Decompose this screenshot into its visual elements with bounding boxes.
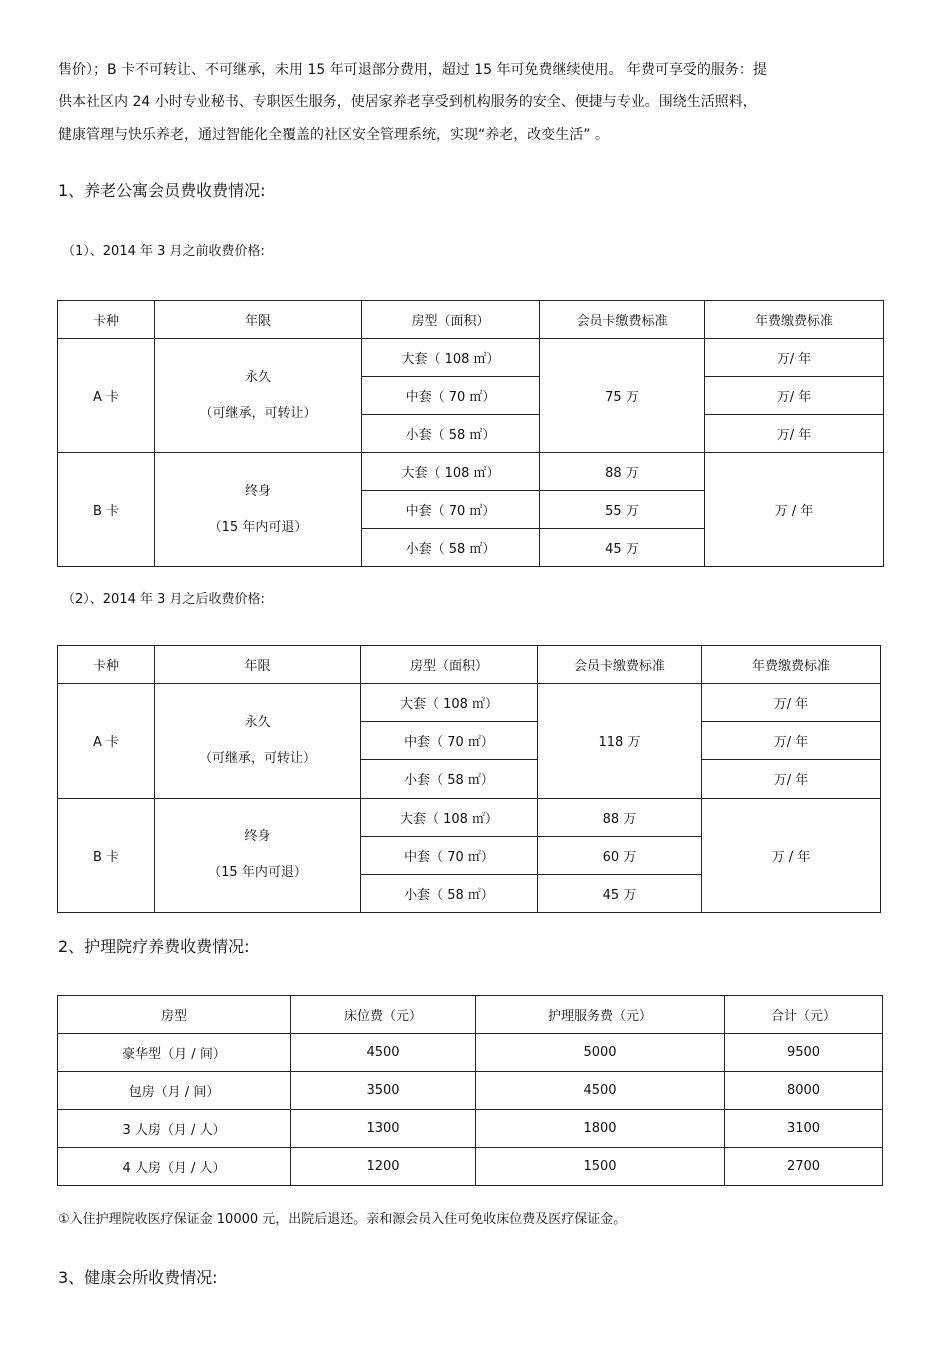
membership-table-after	[57, 645, 881, 913]
total-cell: 2700	[725, 1148, 883, 1186]
annual-fee-cell: 万/ 年	[705, 339, 884, 377]
card-fee-cell: 88 万	[538, 798, 702, 836]
section1-title: 1、养老公寓会员费收费情况:	[58, 181, 266, 200]
header-card-type: 卡种	[58, 646, 155, 684]
intro-line-1: 售价）；B 卡不可转让、不可继承，未用 15 年可退部分费用，超过 15 年可免费继续使用。 年费可享受的服务：提	[58, 62, 767, 78]
card-fee-cell: 60 万	[538, 836, 702, 874]
table-row	[58, 1148, 883, 1186]
card-a-fee: 75 万	[540, 339, 705, 453]
header-annual-fee: 年费缴费标准	[702, 646, 881, 684]
bed-fee-cell: 1300	[291, 1110, 476, 1148]
total-cell: 3100	[725, 1110, 883, 1148]
header-annual-fee: 年费缴费标准	[705, 301, 884, 339]
card-fee-cell: 55 万	[540, 491, 705, 529]
header-card-fee: 会员卡缴费标准	[538, 646, 702, 684]
room-cell: 中套（ 70 ㎡）	[361, 836, 538, 874]
table-row	[58, 1072, 883, 1110]
header-care-fee: 护理服务费（元）	[476, 996, 725, 1034]
total-cell: 8000	[725, 1072, 883, 1110]
membership-table-before	[57, 300, 884, 567]
section2-title: 2、护理院疗养费收费情况:	[58, 937, 250, 956]
room-cell: 中套（ 70 ㎡）	[362, 491, 540, 529]
annual-fee-cell: 万/ 年	[702, 684, 881, 722]
room-type-cell: 包房（月 / 间）	[58, 1072, 291, 1110]
header-bed-fee: 床位费（元）	[291, 996, 476, 1034]
card-a-term-note: （可继承，可转让）	[198, 750, 316, 766]
bed-fee-cell: 3500	[291, 1072, 476, 1110]
room-cell: 大套（ 108 ㎡）	[362, 453, 540, 491]
bed-fee-cell: 4500	[291, 1034, 476, 1072]
room-cell: 中套（ 70 ㎡）	[361, 722, 538, 760]
room-cell: 小套（ 58 ㎡）	[362, 415, 540, 453]
intro-line-3: 健康管理与快乐养老，通过智能化全覆盖的社区安全管理系统，实现“养老，改变生活” 。	[58, 127, 609, 143]
card-b-term-note: （15 年内可退）	[208, 519, 308, 535]
nursing-fee-table	[57, 995, 883, 1186]
room-cell: 大套（ 108 ㎡）	[361, 684, 538, 722]
annual-fee-cell: 万/ 年	[702, 722, 881, 760]
card-a-fee: 118 万	[538, 684, 702, 798]
annual-fee-cell: 万/ 年	[702, 760, 881, 798]
room-type-cell: 4 人房（月 / 人）	[58, 1148, 291, 1186]
card-a-term-note: （可继承，可转让）	[199, 405, 317, 421]
card-b-term-note: （15 年内可退）	[208, 865, 307, 881]
card-fee-cell: 45 万	[540, 529, 705, 567]
section1-sub1: （1）、2014 年 3 月之前收费价格:	[62, 244, 265, 259]
card-fee-cell: 88 万	[540, 453, 705, 491]
room-type-cell: 3 人房（月 / 人）	[58, 1110, 291, 1148]
header-total: 合计（元）	[725, 996, 883, 1034]
bed-fee-cell: 1200	[291, 1148, 476, 1186]
card-b-annual: 万 / 年	[702, 798, 881, 912]
table-row	[58, 1034, 883, 1072]
total-cell: 9500	[725, 1034, 883, 1072]
header-room-type: 房型	[58, 996, 291, 1034]
card-b-term	[155, 453, 362, 567]
card-b-label: B 卡	[58, 453, 155, 567]
care-fee-cell: 4500	[476, 1072, 725, 1110]
room-cell: 小套（ 58 ㎡）	[362, 529, 540, 567]
header-card-type: 卡种	[58, 301, 155, 339]
card-b-term-main: 终身	[244, 483, 271, 499]
card-a-term-main: 永久	[244, 714, 271, 730]
room-cell: 大套（ 108 ㎡）	[362, 339, 540, 377]
header-term: 年限	[155, 646, 361, 684]
card-fee-cell: 45 万	[538, 874, 702, 912]
card-a-label: A 卡	[58, 339, 155, 453]
room-cell: 小套（ 58 ㎡）	[361, 760, 538, 798]
card-b-label: B 卡	[58, 798, 155, 912]
care-fee-cell: 1500	[476, 1148, 725, 1186]
card-a-term	[155, 339, 362, 453]
card-a-term	[155, 684, 361, 798]
card-a-term-main: 永久	[244, 369, 271, 385]
room-cell: 小套（ 58 ㎡）	[361, 874, 538, 912]
room-cell: 大套（ 108 ㎡）	[361, 798, 538, 836]
card-b-annual: 万 / 年	[705, 453, 884, 567]
annual-fee-cell: 万/ 年	[705, 377, 884, 415]
room-type-cell: 豪华型（月 / 间）	[58, 1034, 291, 1072]
header-card-fee: 会员卡缴费标准	[540, 301, 705, 339]
deposit-note: ①入住护理院收医疗保证金 10000 元，出院后退还。亲和源会员入住可免收床位费及医疗保证金。	[58, 1212, 627, 1227]
card-b-term	[155, 798, 361, 912]
room-cell: 中套（ 70 ㎡）	[362, 377, 540, 415]
header-term: 年限	[155, 301, 362, 339]
header-room-type: 房型（面积）	[361, 646, 538, 684]
section3-title: 3、健康会所收费情况:	[58, 1268, 218, 1287]
intro-line-2: 供本社区内 24 小时专业秘书、专职医生服务，使居家养老享受到机构服务的安全、便捷与专业。围绕生活照料，	[58, 94, 757, 110]
care-fee-cell: 5000	[476, 1034, 725, 1072]
care-fee-cell: 1800	[476, 1110, 725, 1148]
section1-sub2: （2）、2014 年 3 月之后收费价格:	[62, 592, 265, 607]
table-row	[58, 1110, 883, 1148]
card-b-term-main: 终身	[244, 829, 271, 845]
annual-fee-cell: 万/ 年	[705, 415, 884, 453]
card-a-label: A 卡	[58, 684, 155, 798]
header-room-type: 房型（面积）	[362, 301, 540, 339]
